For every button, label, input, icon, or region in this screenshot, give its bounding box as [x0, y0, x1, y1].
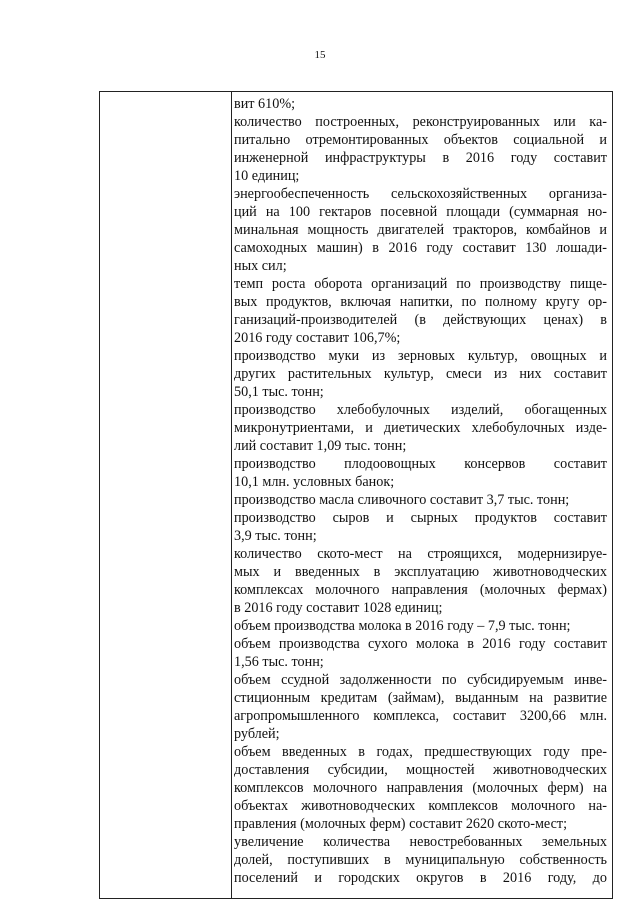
text-line: ных сил; — [234, 258, 287, 274]
text-line: других растительных культур, смеси из них составит — [234, 366, 607, 382]
text-line: лий составит 1,09 тыс. тонн; — [234, 438, 407, 454]
text-line: поселений и городских округов в 2016 году, до — [234, 870, 607, 886]
text-line: минальная мощность двигателей тракторов, комбайнов и — [234, 222, 607, 238]
page-number: 15 — [314, 49, 326, 61]
column-divider — [231, 92, 232, 898]
text-line: вит 610%; — [234, 96, 296, 112]
text-line: вых продуктов, включая напитки, по полному кругу ор- — [234, 294, 607, 310]
text-line: ций на 100 гектаров посевной площади (суммарная но- — [234, 204, 607, 220]
text-line: долей, поступивших в муниципальную собственность — [234, 852, 607, 868]
text-line: рублей; — [234, 726, 280, 742]
text-line: производство хлебобулочных изделий, обогащенных — [234, 402, 607, 418]
text-line: объем ссудной задолженности по субсидируемым инве- — [234, 672, 607, 688]
text-line: производство сыров и сырных продуктов составит — [234, 510, 607, 526]
text-line: ганизаций-производителей (в действующих ценах) в — [234, 312, 607, 328]
text-line: 50,1 тыс. тонн; — [234, 384, 324, 400]
text-line: мых и введенных в эксплуатацию животноводческих — [234, 564, 607, 580]
text-line: производство плодоовощных консервов составит — [234, 456, 607, 472]
text-line: 2016 году составит 106,7%; — [234, 330, 401, 346]
text-line: объем введенных в годах, предшествующих году пре- — [234, 744, 607, 760]
indicators-cell — [234, 95, 607, 887]
text-line: 1,56 тыс. тонн; — [234, 654, 324, 670]
text-line: комплексах молочного направления (молочных фермах) — [234, 582, 607, 598]
text-line: количество ското-мест на строящихся, модернизируе- — [234, 546, 607, 562]
text-line: 10,1 млн. условных банок; — [234, 474, 395, 490]
text-line: увеличение количества невостребованных земельных — [234, 834, 607, 850]
text-line: доставления субсидии, мощностей животноводческих — [234, 762, 607, 778]
text-line: 3,9 тыс. тонн; — [234, 528, 317, 544]
text-line: производство муки из зерновых культур, овощных и — [234, 348, 607, 364]
text-line: объем производства сухого молока в 2016 году составит — [234, 636, 607, 652]
text-line: количество построенных, реконструированных или ка- — [234, 114, 607, 130]
text-line: 10 единиц; — [234, 168, 300, 184]
text-line: производство масла сливочного составит 3,7 тыс. тонн; — [234, 492, 570, 508]
text-line: самоходных машин) в 2016 году составит 130 лошади- — [234, 240, 607, 256]
text-line: темп роста оборота организаций по производству пище- — [234, 276, 607, 292]
text-line: комплексов молочного направления (молочных ферм) на — [234, 780, 607, 796]
text-line: агропромышленного комплекса, составит 3200,66 млн. — [234, 708, 607, 724]
table-frame — [99, 91, 613, 899]
text-line: микронутриентами, и диетических хлебобулочных изде- — [234, 420, 607, 436]
text-line: инженерной инфраструктуры в 2016 году составит — [234, 150, 607, 166]
text-line: стиционным кредитам (займам), выданным на развитие — [234, 690, 607, 706]
text-line: объектах животноводческих комплексов молочного на- — [234, 798, 607, 814]
text-line: в 2016 году составит 1028 единиц; — [234, 600, 443, 616]
text-line: энергообеспеченность сельскохозяйственных организа- — [234, 186, 607, 202]
text-line: питально отремонтированных объектов социальной и — [234, 132, 607, 148]
text-line: правления (молочных ферм) составит 2620 ското-мест; — [234, 816, 568, 832]
text-line: объем производства молока в 2016 году – 7,9 тыс. тонн; — [234, 618, 571, 634]
